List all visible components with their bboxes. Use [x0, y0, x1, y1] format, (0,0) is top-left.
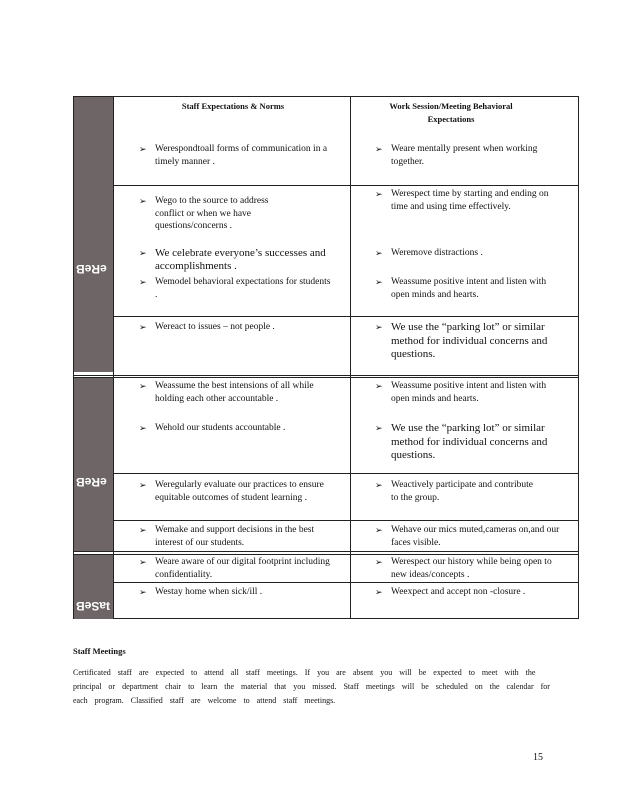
arrow-bullet-icon: ➢: [375, 277, 383, 287]
arrow-bullet-icon: ➢: [139, 557, 147, 567]
arrow-bullet-icon: ➢: [139, 423, 147, 433]
list-item: ➢ Werespondtoall forms of communication in a timely manner .: [139, 144, 328, 167]
list-item: ➢ We celebrate everyone’s successes and accomplishments .: [139, 247, 326, 272]
column-header-left: Staff Expectations & Norms: [181, 101, 285, 111]
side-band-label: eReB: [76, 475, 107, 489]
arrow-bullet-icon: ➢: [375, 189, 383, 199]
list-item: ➢ Weexpect and accept non -closure .: [375, 587, 526, 597]
arrow-bullet-icon: ➢: [139, 144, 147, 154]
row-divider: [74, 377, 578, 378]
arrow-bullet-icon: ➢: [375, 525, 383, 535]
row-divider: [113, 473, 578, 474]
arrow-bullet-icon: ➢: [375, 480, 383, 490]
list-item: ➢ Werespect time by starting and ending on time and using time effectively.: [375, 189, 549, 212]
list-item: ➢ Wehold our students accountable .: [139, 423, 286, 433]
arrow-bullet-icon: ➢: [375, 587, 383, 597]
list-item: ➢ Weremove distractions .: [375, 248, 483, 258]
row-divider: [113, 185, 578, 186]
list-item: ➢ Wereact to issues – not people .: [139, 322, 275, 332]
column-divider: [350, 97, 351, 618]
row-divider: [74, 375, 578, 376]
column-divider: [113, 97, 114, 618]
list-item: ➢ Weactively participate and contribute to the group.: [375, 480, 533, 503]
arrow-bullet-icon: ➢: [139, 480, 147, 490]
arrow-bullet-icon: ➢: [375, 381, 383, 391]
arrow-bullet-icon: ➢: [375, 144, 383, 154]
list-item: ➢ Werespect our history while being open to new ideas/concepts .: [375, 557, 552, 580]
list-item: ➢ Wemake and support decisions in the best interest of our students.: [139, 525, 315, 548]
row-divider: [74, 554, 578, 555]
arrow-bullet-icon: ➢: [139, 196, 147, 206]
row-divider: [113, 520, 578, 521]
row-divider: [113, 582, 578, 583]
arrow-bullet-icon: ➢: [375, 248, 383, 258]
column-header-right: Work Session/Meeting Behavioral Expectations: [389, 101, 513, 124]
list-item: ➢ Weassume positive intent and listen with open minds and hearts.: [375, 277, 547, 300]
list-item: ➢ Wehave our mics muted,cameras on,and our faces visible.: [375, 525, 560, 548]
expectations-table: [73, 96, 579, 619]
list-item: ➢ Weassume the best intensions of all while holding each other accountable .: [139, 381, 314, 404]
list-item: ➢ Wemodel behavioral expectations for students .: [139, 277, 331, 300]
list-item: ➢ Weassume positive intent and listen with open minds and hearts.: [375, 381, 547, 404]
arrow-bullet-icon: ➢: [139, 587, 147, 597]
arrow-bullet-icon: ➢: [139, 277, 147, 287]
arrow-bullet-icon: ➢: [139, 381, 147, 391]
section-paragraph: Certificated staff are expected to attend all staff meetings. If you are absent you will be expected to meet with the principal or department chair to learn the material that you missed. Staff meetings will be scheduled on the calendar for each program. Classified staff are welcome to attend staff meetings.: [73, 668, 550, 705]
list-item: ➢ Weare mentally present when working together.: [375, 144, 538, 167]
section-heading: Staff Meetings: [73, 646, 126, 656]
arrow-bullet-icon: ➢: [139, 322, 147, 332]
side-band-3: [74, 555, 113, 619]
arrow-bullet-icon: ➢: [139, 525, 147, 535]
arrow-bullet-icon: ➢: [375, 423, 383, 433]
list-item: ➢ Weregularly evaluate our practices to ensure equitable outcomes of student learning .: [139, 480, 324, 503]
list-item: ➢ We use the “parking lot” or similar method for individual concerns and questions.: [375, 321, 548, 360]
row-divider: [74, 551, 578, 552]
list-item: ➢ We use the “parking lot” or similar method for individual concerns and questions.: [375, 422, 548, 461]
list-item: ➢ Weare aware of our digital footprint including confidentiality.: [139, 557, 330, 580]
page-number: 15: [533, 752, 543, 763]
arrow-bullet-icon: ➢: [139, 248, 147, 258]
side-band-1: [74, 97, 113, 372]
list-item: ➢ Wego to the source to address conflict or when we have questions/concerns .: [139, 196, 269, 231]
arrow-bullet-icon: ➢: [375, 557, 383, 567]
side-band-label: ʇaSeB: [76, 599, 111, 613]
arrow-bullet-icon: ➢: [375, 322, 383, 332]
side-band-label: eReB: [76, 262, 107, 276]
row-divider: [113, 316, 578, 317]
side-band-2: [74, 377, 113, 552]
list-item: ➢ Westay home when sick/ill .: [139, 587, 263, 597]
